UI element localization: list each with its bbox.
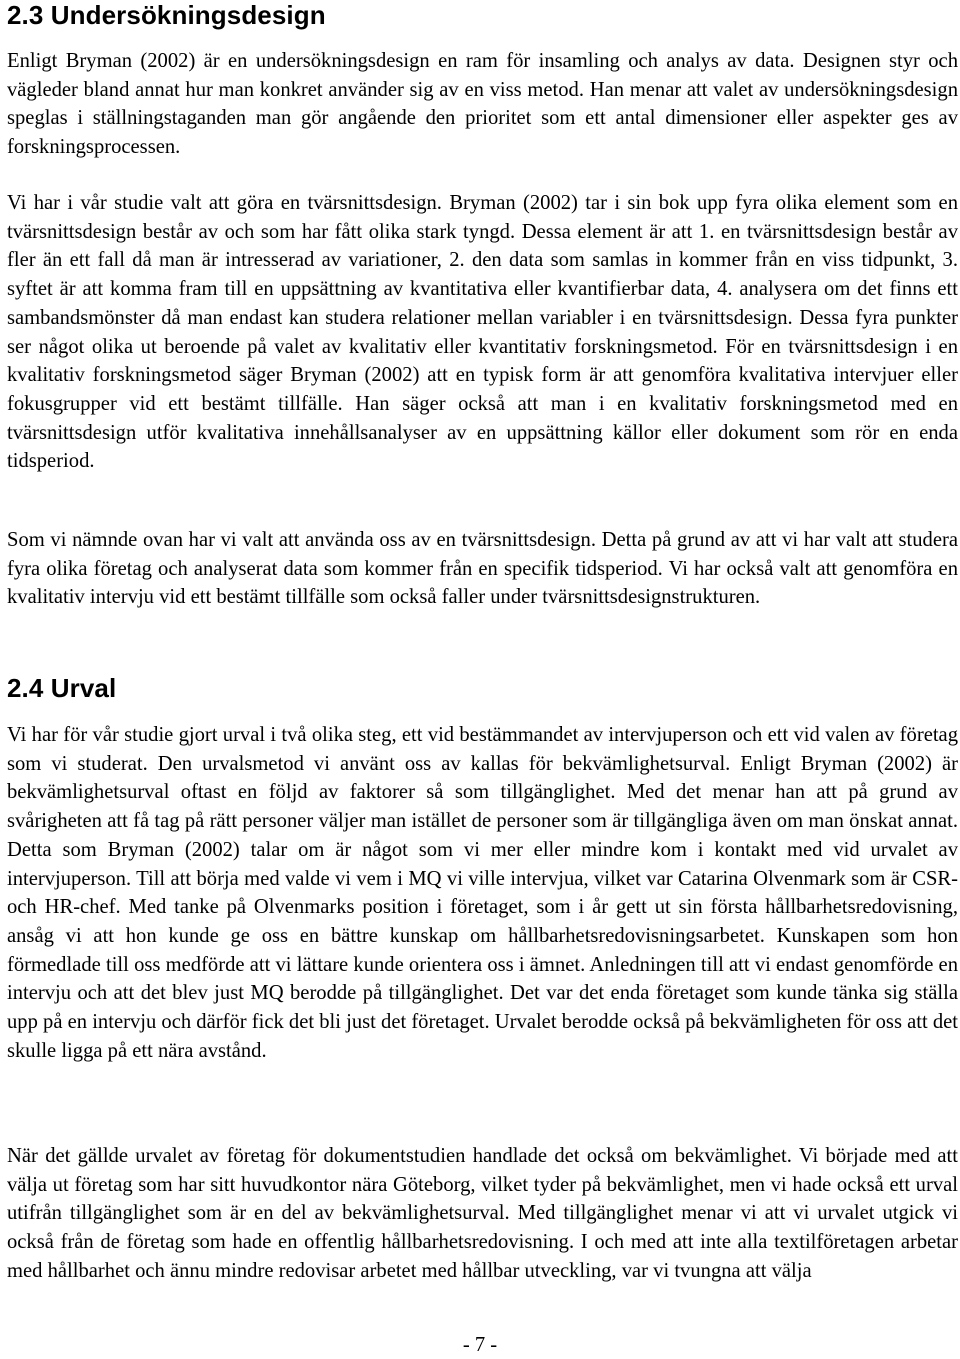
paragraph-company-selection: När det gällde urvalet av företag för dokumentstudien handlade det också om bekvämlighet. Vi började med att välja ut företag som har sitt huvudkontor nära Göteborg, vilket tyder på bekvämlighet, men vi hade också ett urval utifrån tillgänglighet som är en del av bekvämlighetsurval. Med tillgänglighet menar vi att vi urvalet utgick vi också från de företag som hade en offentlig hållbarhetsredovisning. I och med att inte alla textilföretagen arbetar med hållbarhet och ännu mindre redovisar arbetet med hållbar utveckling, var vi tvungna att välja [7,1145,958,1282]
page-number: - 7 - [462,1334,498,1356]
paragraph-sampling-method: Vi har för vår studie gjort urval i två olika steg, ett vid bestämmandet av intervjuperson och ett vid valen av företag som vi studerat. Den urvalsmetod vi använt oss av kallas för bekvämlighetsurval. Enligt Bryman (2002) är bekvämlighetsurval oftast en följd av faktorer så som tillgänglighet. Med det menar han att på grund av svårigheten att få tag på rätt personer väljer man istället de personer som är tillgängliga även om man önskat annat. Detta som Bryman (2002) talar om är något som vi mer eller mindre kom i kontakt med vid urvalet av intervjuperson. Till att börja med valde vi vem i MQ vi ville intervjua, vilket var Catarina Olvenmark som är CSR- och HR-chef. Med tanke på Olvenmarks position i företaget, som i år gett ut sin första hållbarhetsredovisning, ansåg vi att hon kunde ge oss en bättre kunskap om hållbarhetsredovisningsarbetet. Kunskapen som hon förmedlade till oss medförde att vi lättare kunde orientera oss i ämnet. Anledningen till att vi endast genomförde en intervju och att det blev just MQ berodde på tillgänglighet. Det var det enda företaget som kunde tänka sig ställa upp på en intervju och därför fick det bli just det företaget. Urvalet berodde också på bekvämligheten för oss att det skulle ligga på ett nära avstånd. [7,724,958,1062]
paragraph-design-choice: Som vi nämnde ovan har vi valt att använda oss av en tvärsnittsdesign. Detta på grund av att vi har valt att studera fyra olika företag och analyserat data som kommer från en specifik tidsperiod. Vi har också valt att genomföra en kvalitativ intervju vid ett bestämt tillfälle som också faller under tvärsnittsdesignstrukturen. [7,529,958,609]
paragraph-cross-sectional-design: Vi har i vår studie valt att göra en tvärsnittsdesign. Bryman (2002) tar i sin bok upp fyra olika element som en tvärsnittsdesign består av och som har fått olika stark tyngd. Dessa element är att 1. en tvärsnittsdesign består av fler än ett fall då man är intresserad av variationer, 2. den data som samlas in kommer från en viss tidpunkt, 3. syftet är att komma fram till en uppsättning av kvantitativa eller kvantifierbar data, 4. analysera om det finns ett sambandsmönster då man endast kan studera relationer mellan variabler i en tvärsnittsdesign. Dessa fyra punkter ser något olika ut beroende på valet av kvalitativ eller kvantitativ forskningsmetod. För en tvärsnittsdesign i en kvalitativ forskningsmetod säger Bryman (2002) att en typisk form är att genomföra kvalitativa intervjuer eller fokusgrupper vid ett bestämt tillfälle. Han säger också att man i en kvalitativ forskningsmetod med en tvärsnittsdesign utför kvalitativa innehållsanalyser av en uppsättning källor eller dokument som rör en enda tidsperiod. [7,192,958,473]
section-heading-undersokningsdesign: 2.3 Undersökningsdesign [7,0,326,30]
section-heading-urval: 2.4 Urval [7,673,117,703]
document-page [7,0,958,1358]
paragraph-design-definition: Enligt Bryman (2002) är en undersökningsdesign en ram för insamling och analys av data. Designen styr och vägleder bland annat hur man konkret använder sig av en viss metod. Han menar att valet av undersökningsdesign speglas i ställningstaganden man gör angående den prioritet som ett antal dimensioner eller aspekter ges av forskningsprocessen. [7,50,958,159]
